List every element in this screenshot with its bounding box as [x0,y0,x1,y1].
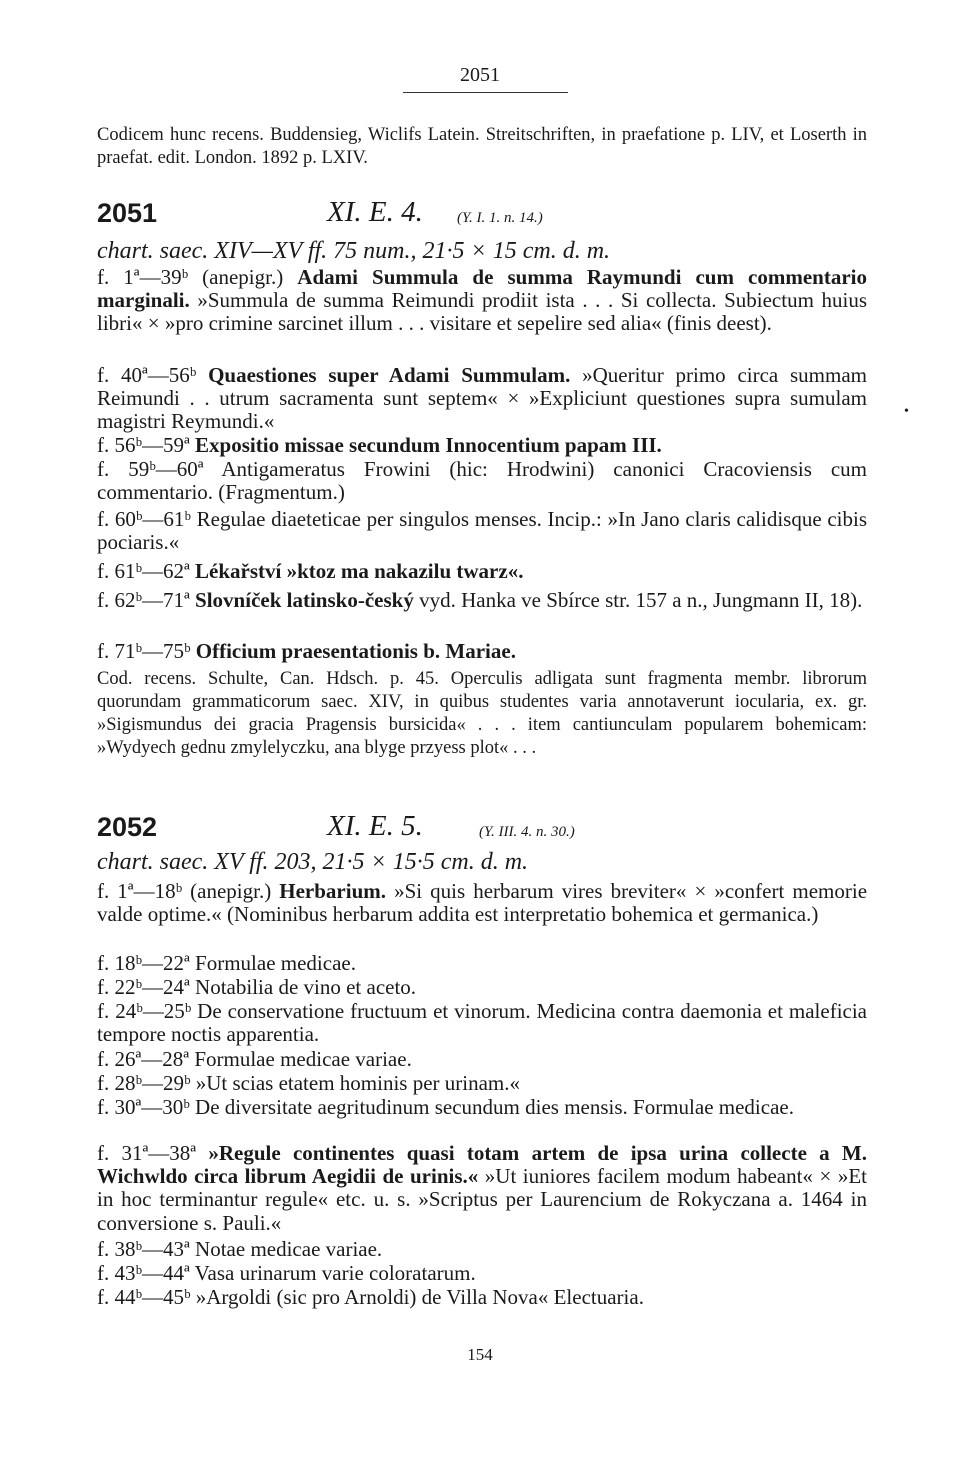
shelfmark: XI. E. 5. [327,810,423,842]
entry-2051-item [97,364,867,434]
entry-2051-item [97,434,867,457]
entry-2052-description: chart. saec. XV ff. 203, 21·5 × 15·5 cm. d. m. [97,849,529,875]
entry-2051-heading [97,198,867,238]
item-title: Herbarium. [279,879,387,903]
old-shelfmark: (Y. I. 1. n. 14.) [457,210,543,226]
item-title: Lékařství »ktoz ma nakazilu twarz«. [195,559,524,583]
entry-2051-item [97,266,867,336]
item-text: Formulae medicae. [195,951,356,975]
item-title: »Regule continentes quasi totam artem de ipsa urina collecte a M. Wichwldo circa librum Aegidii de urinis.« [97,1141,867,1189]
entry-2051-item [97,508,867,554]
item-text: Regulae diaeteticae per singulos menses. Incip.: »In Jano claris calidisque cibis pociaris.« [97,507,868,555]
entry-2052-item [97,1286,867,1309]
item-text: Vasa urinarum varie coloratarum. [194,1261,476,1285]
header-rule [403,92,568,93]
item-title: Expositio missae secundum Innocentium papam III. [195,433,662,457]
entry-2051-item [97,640,867,663]
item-prefix: (anepigr.) [182,879,280,903]
entry-2052-item [97,880,867,926]
item-text: »Argoldi (sic pro Arnoldi) de Villa Nova« Electuaria. [195,1285,644,1309]
folio-range: f. 40ª—56ᵇ [97,363,197,387]
entry-2052-item [97,1072,867,1095]
folio-range: f. 18ᵇ—22ª [97,951,190,975]
item-text: »Ut scias etatem hominis per urinam.« [195,1071,521,1095]
item-title: Adami Summula de summa Raymundi cum commentario marginali. [97,265,867,313]
item-text: Antigameratus Frowini (hic: Hrodwini) canonici Cracoviensis cum commentario. (Fragmentum.) [97,457,867,505]
folio-range: f. 26ª—28ª [97,1047,190,1071]
entry-2052-item [97,1142,867,1235]
entry-2052-item [97,1238,867,1261]
folio-range: f. 44ᵇ—45ᵇ [97,1285,191,1309]
entry-2051-item [97,458,867,504]
item-text: Notae medicae variae. [195,1237,383,1261]
folio-range: f. 56ᵇ—59ª [97,433,190,457]
entry-number: 2052 [97,812,158,842]
folio-range: f. 1ª—39ᵇ [97,265,189,289]
folio-range: f. 22ᵇ—24ª [97,975,190,999]
item-text: »Summula de summa Reimundi prodiit ista . . . Si collecta. Subiectum huius libri« × »pro crimine sarcinet illum . . . visitare et sepelire sed alia« (finis deest). [97,288,867,336]
folio-range: f. 1ª—18ᵇ [97,879,183,903]
entry-2052-item [97,1262,867,1285]
item-title: Slovníček latinsko-český [195,588,414,612]
entry-number: 2051 [97,198,158,228]
running-header-entry-number: 2051 [460,64,500,86]
entry-2052-item [97,1048,867,1071]
item-prefix: (anepigr.) [188,265,298,289]
entry-2051-note: Cod. recens. Schulte, Can. Hdsch. p. 45. Operculis adligata sunt fragmenta membr. librorum quorundam grammaticorum saec. XIV, in quibus studentes varia annotaverunt iocularia, ex. gr. »Sigismundus dei gracia Pragensis bursicida« . . . item cantiunculam popularem bohemicam: »Wydyech gednu zmylelyczku, ana blyge przyess plot« . . . [97,669,867,758]
entry-2052-item [97,1000,867,1046]
folio-range: f. 38ᵇ—43ª [97,1237,190,1261]
item-text: Notabilia de vino et aceto. [195,975,417,999]
folio-range: f. 28ᵇ—29ᵇ [97,1071,191,1095]
page-number: 154 [467,1345,493,1364]
folio-range: f. 61ᵇ—62ª [97,559,190,583]
folio-range: f. 30ª—30ᵇ [97,1095,190,1119]
item-prefix [196,1141,208,1165]
entry-2052-item [97,976,867,999]
item-text: »Ut iuniores facilem modum habeant« × »Et in hoc terminantur regule« etc. u. s. »Scriptus per Laurencium de Rokyczana a. 1464 in conversione s. Pauli.« [97,1164,867,1235]
folio-range: f. 31ª—38ª [97,1141,197,1165]
folio-range: f. 71ᵇ—75ᵇ [97,639,191,663]
entry-2052-heading [97,812,867,852]
item-text: »Queritur primo circa summam Reimundi . . utrum sacramenta sunt septem« × »Expliciunt questiones supra sumulam magistri Reymundi.« [97,363,868,434]
item-prefix [204,457,222,481]
item-text: vyd. Hanka ve Sbírce str. 157 a n., Jungmann II, 18). [413,588,863,612]
item-prefix [196,363,208,387]
entry-2051-item [97,589,867,612]
folio-range: f. 59ᵇ—60ª [97,457,204,481]
entry-2051-description: chart. saec. XIV—XV ff. 75 num., 21·5 × 15 cm. d. m. [97,238,611,264]
item-text: Formulae medicae variae. [194,1047,412,1071]
old-shelfmark: (Y. III. 4. n. 30.) [479,824,575,840]
entry-2052-item [97,1096,867,1119]
folio-range: f. 43ᵇ—44ª [97,1261,190,1285]
item-text: De conservatione fructuum et vinorum. Medicina contra daemonia et maleficia tempore noctis apparentia. [97,999,868,1047]
entry-2051-item [97,560,867,583]
item-text: De diversitate aegritudinum secundum dies mensis. Formulae medicae. [195,1095,794,1119]
item-title: Officium praesentationis b. Mariae. [195,639,516,663]
item-text: »Si quis herbarum vires breviter« × »confert memorie valde optime.« (Nominibus herbarum addita est interpretatio bohemica et germanica.) [97,879,868,927]
shelfmark: XI. E. 4. [327,196,423,228]
folio-range: f. 62ᵇ—71ª [97,588,190,612]
folio-range: f. 60ᵇ—61ᵇ [97,507,191,531]
intro-paragraph: Codicem hunc recens. Buddensieg, Wiclifs Latein. Streitschriften, in praefatione p. LIV, et Loserth in praefat. edit. London. 1892 p. LXIV. [97,125,867,168]
entry-2052-item [97,952,867,975]
folio-range: f. 24ᵇ—25ᵇ [97,999,192,1023]
item-title: Quaestiones super Adami Summulam. [208,363,571,387]
margin-dot: • [904,404,909,419]
